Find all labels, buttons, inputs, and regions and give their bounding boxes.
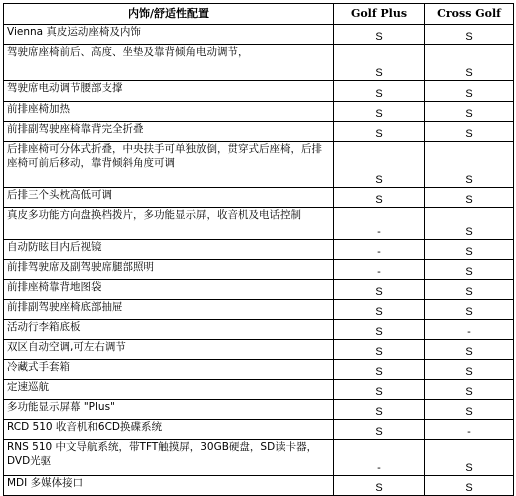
golf-plus-cell: S	[334, 188, 425, 208]
table-row	[4, 122, 514, 142]
cross-golf-cell: S	[425, 208, 514, 240]
table-row	[4, 340, 514, 360]
feature-cell: RNS 510 中文导航系统，带TFT触摸屏，30GB硬盘，SD读卡器，DVD光驱	[4, 440, 334, 476]
table-row	[4, 420, 514, 440]
feature-cell: 驾驶席电动调节腰部支撑	[4, 81, 334, 102]
cross-golf-cell: S	[425, 340, 514, 360]
table-row	[4, 380, 514, 400]
table-row	[4, 188, 514, 208]
feature-cell: 前排副驾驶座椅靠背完全折叠	[4, 122, 334, 142]
feature-cell: 真皮多功能方向盘换档拨片，多功能显示屏，收音机及电话控制	[4, 208, 334, 240]
golf-plus-cell: S	[334, 142, 425, 188]
header-feature: 内饰/舒适性配置	[4, 4, 334, 25]
golf-plus-cell: S	[334, 420, 425, 440]
feature-cell: 驾驶席座椅前后、高度、坐垫及靠背倾角电动调节，	[4, 45, 334, 81]
table-row	[4, 260, 514, 280]
cross-golf-cell: S	[425, 122, 514, 142]
table-row	[4, 240, 514, 260]
table-row	[4, 142, 514, 188]
header-golf-plus: Golf Plus	[334, 4, 425, 25]
feature-cell: RCD 510 收音机和6CD换碟系统	[4, 420, 334, 440]
cross-golf-cell: S	[425, 240, 514, 260]
cross-golf-cell: S	[425, 280, 514, 300]
golf-plus-cell: S	[334, 320, 425, 340]
cross-golf-cell: S	[425, 300, 514, 320]
header-cross-golf: Cross Golf	[425, 4, 514, 25]
golf-plus-cell: S	[334, 25, 425, 45]
table-row	[4, 300, 514, 320]
cross-golf-cell: S	[425, 400, 514, 420]
feature-cell: 前排驾驶席及副驾驶席腿部照明	[4, 260, 334, 280]
feature-cell: 后排座椅可分体式折叠，中央扶手可单独放倒，贯穿式后座椅，后排座椅可前后移动，靠背倾斜角度可调	[4, 142, 334, 188]
cross-golf-cell: S	[425, 260, 514, 280]
table-row	[4, 360, 514, 380]
cross-golf-cell: S	[425, 102, 514, 122]
feature-cell: 多功能显示屏幕 "Plus"	[4, 400, 334, 420]
golf-plus-cell: S	[334, 380, 425, 400]
golf-plus-cell: -	[334, 440, 425, 476]
golf-plus-cell: -	[334, 240, 425, 260]
cross-golf-cell: S	[425, 476, 514, 496]
cross-golf-cell: S	[425, 25, 514, 45]
golf-plus-cell: S	[334, 102, 425, 122]
golf-plus-cell: S	[334, 81, 425, 102]
cross-golf-cell: S	[425, 81, 514, 102]
cross-golf-cell: S	[425, 440, 514, 476]
comfort-features-table	[3, 3, 514, 496]
header-row	[4, 4, 514, 25]
golf-plus-cell: S	[334, 476, 425, 496]
golf-plus-cell: S	[334, 360, 425, 380]
feature-cell: 前排副驾驶座椅底部抽屉	[4, 300, 334, 320]
table-row	[4, 400, 514, 420]
golf-plus-cell: -	[334, 260, 425, 280]
golf-plus-cell: S	[334, 400, 425, 420]
cross-golf-cell: S	[425, 188, 514, 208]
golf-plus-cell: S	[334, 280, 425, 300]
golf-plus-cell: -	[334, 208, 425, 240]
feature-cell: 自动防眩目内后视镜	[4, 240, 334, 260]
feature-cell: 前排座椅加热	[4, 102, 334, 122]
table-row	[4, 102, 514, 122]
golf-plus-cell: S	[334, 122, 425, 142]
cross-golf-cell: -	[425, 420, 514, 440]
cross-golf-cell: S	[425, 45, 514, 81]
table-row	[4, 25, 514, 45]
feature-cell: Vienna 真皮运动座椅及内饰	[4, 25, 334, 45]
table-row	[4, 45, 514, 81]
table-row	[4, 320, 514, 340]
feature-cell: 活动行李箱底板	[4, 320, 334, 340]
golf-plus-cell: S	[334, 340, 425, 360]
cross-golf-cell: S	[425, 380, 514, 400]
cross-golf-cell: S	[425, 142, 514, 188]
table-row	[4, 208, 514, 240]
table-row	[4, 440, 514, 476]
feature-cell: 双区自动空调,可左右调节	[4, 340, 334, 360]
golf-plus-cell: S	[334, 45, 425, 81]
golf-plus-cell: S	[334, 300, 425, 320]
cross-golf-cell: S	[425, 360, 514, 380]
feature-cell: 定速巡航	[4, 380, 334, 400]
cross-golf-cell: -	[425, 320, 514, 340]
table-row	[4, 81, 514, 102]
feature-cell: 前排座椅靠背地图袋	[4, 280, 334, 300]
table-row	[4, 280, 514, 300]
feature-cell: MDI 多媒体接口	[4, 476, 334, 496]
feature-cell: 后排三个头枕高低可调	[4, 188, 334, 208]
feature-cell: 冷藏式手套箱	[4, 360, 334, 380]
